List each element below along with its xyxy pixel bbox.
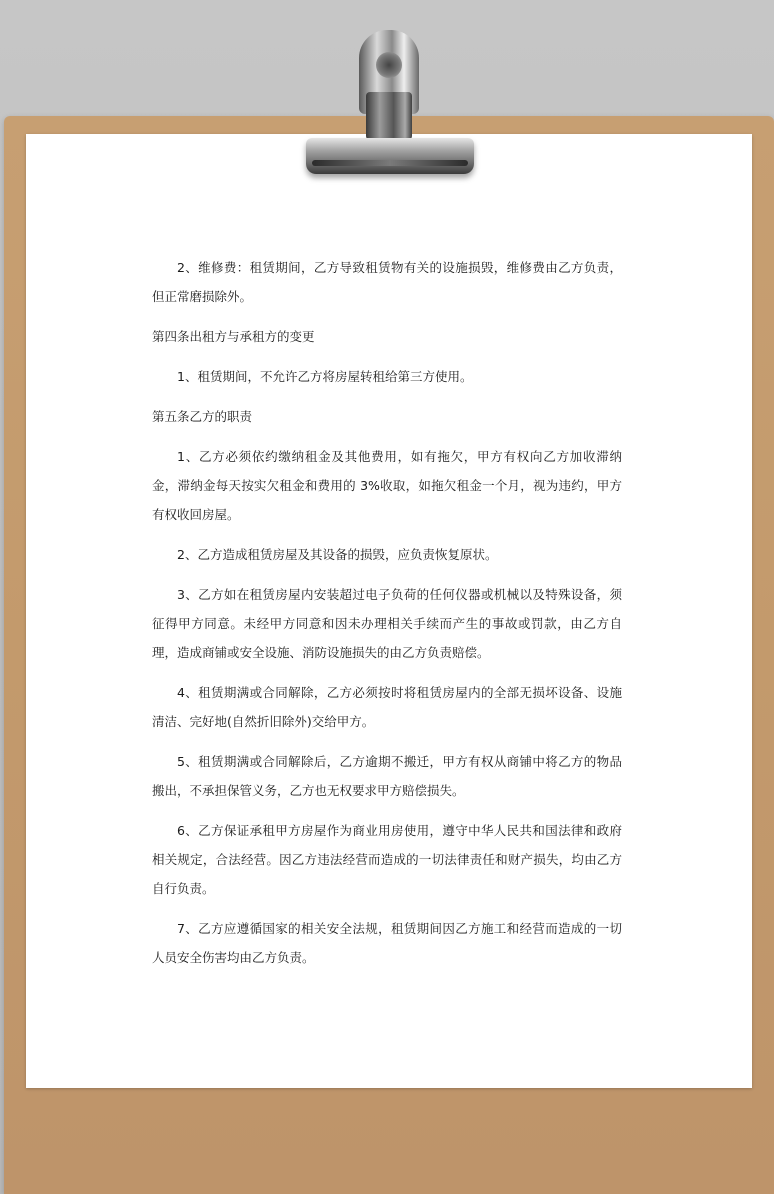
binder-clip-base: [306, 138, 474, 174]
paragraph-maintenance-fee: 2、维修费：租赁期间，乙方导致租赁物有关的设施损毁，维修费由乙方负责，但正常磨损除外。: [152, 260, 622, 304]
binder-clip-hole: [376, 52, 402, 78]
paragraph-no-sublet: 1、租赁期间，不允许乙方将房屋转租给第三方使用。: [177, 369, 473, 384]
paragraph-safety: 7、乙方应遵循国家的相关安全法规，租赁期间因乙方施工和经营而造成的一切人员安全伤害均由乙方负责。: [152, 921, 622, 965]
binder-clip-edge: [312, 160, 468, 166]
paragraph-rent-payment: 1、乙方必须依约缴纳租金及其他费用，如有拖欠，甲方有权向乙方加收滞纳金，滞纳金每天按实欠租金和费用的 3%收取，如拖欠租金一个月，视为违约，甲方有权收回房屋。: [152, 449, 622, 522]
document-body: [152, 253, 622, 983]
section-heading-article-4: 第四条出租方与承租方的变更: [152, 329, 315, 344]
paragraph-return-premises: 4、租赁期满或合同解除，乙方必须按时将租赁房屋内的全部无损坏设备、设施清洁、完好地(自然折旧除外)交给甲方。: [152, 685, 622, 729]
paragraph-damage-restore: 2、乙方造成租赁房屋及其设备的损毁，应负责恢复原状。: [177, 547, 498, 562]
paragraph-lawful-use: 6、乙方保证承租甲方房屋作为商业用房使用，遵守中华人民共和国法律和政府相关规定，合法经营。因乙方违法经营而造成的一切法律责任和财产损失，均由乙方自行负责。: [152, 823, 622, 896]
section-heading-article-5: 第五条乙方的职责: [152, 409, 253, 424]
paper-sheet: [26, 134, 752, 1088]
binder-clip-neck: [366, 92, 412, 140]
paragraph-equipment-install: 3、乙方如在租赁房屋内安装超过电子负荷的任何仪器或机械以及特殊设备，须征得甲方同意。未经甲方同意和因未办理相关手续而产生的事故或罚款，由乙方自理，造成商铺或安全设施、消防设施损失的由乙方负责赔偿。: [152, 587, 622, 660]
paragraph-overdue-removal: 5、租赁期满或合同解除后，乙方逾期不搬迁，甲方有权从商铺中将乙方的物品搬出，不承担保管义务，乙方也无权要求甲方赔偿损失。: [152, 754, 622, 798]
